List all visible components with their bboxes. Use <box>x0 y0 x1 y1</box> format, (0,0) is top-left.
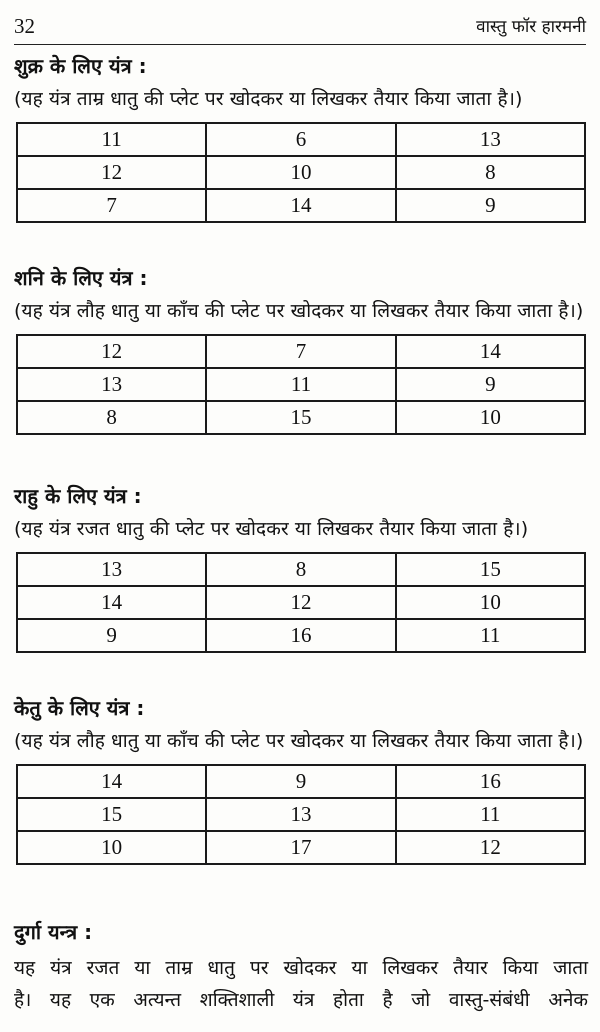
grid-cell: 9 <box>17 619 206 652</box>
grid-cell: 14 <box>17 586 206 619</box>
grid-row <box>17 553 585 586</box>
grid-row <box>17 368 585 401</box>
grid-row <box>17 123 585 156</box>
section-heading: शुक्र के लिए यंत्र : <box>14 54 147 78</box>
section-heading: दुर्गा यन्त्र : <box>14 920 93 944</box>
yantra-grid <box>16 122 586 223</box>
grid-cell: 11 <box>17 123 206 156</box>
page-header <box>14 14 586 42</box>
grid-row <box>17 335 585 368</box>
grid-cell: 17 <box>206 831 395 864</box>
grid-cell: 16 <box>396 765 585 798</box>
grid-cell: 12 <box>206 586 395 619</box>
grid-cell: 13 <box>17 553 206 586</box>
running-title: वास्तु फॉर हारमनी <box>476 17 586 37</box>
grid-row <box>17 798 585 831</box>
grid-row <box>17 401 585 434</box>
section-ketu-yantra <box>14 694 588 865</box>
section-note: (यह यंत्र रजत धातु की प्लेट पर खोदकर या लिखकर तैयार किया जाता है।) <box>14 518 529 540</box>
grid-cell: 10 <box>396 401 585 434</box>
yantra-grid <box>16 552 586 653</box>
grid-cell: 8 <box>396 156 585 189</box>
grid-cell: 13 <box>17 368 206 401</box>
grid-cell: 10 <box>206 156 395 189</box>
grid-row <box>17 619 585 652</box>
section-rahu-yantra <box>14 482 588 653</box>
grid-cell: 13 <box>396 123 585 156</box>
section-heading: शनि के लिए यंत्र : <box>14 266 148 290</box>
grid-cell: 15 <box>396 553 585 586</box>
grid-cell: 7 <box>206 335 395 368</box>
page-number: 32 <box>14 14 35 38</box>
body-line: है। यह एक अत्यन्त शक्तिशाली यंत्र होता है जो वास्तु-संबंधी अनेक <box>14 989 588 1011</box>
grid-cell: 10 <box>17 831 206 864</box>
body-line: यह यंत्र रजत या ताम्र धातु पर खोदकर या लिखकर तैयार किया जाता <box>14 957 588 979</box>
section-note: (यह यंत्र लौह धातु या काँच की प्लेट पर खोदकर या लिखकर तैयार किया जाता है।) <box>14 730 584 752</box>
grid-cell: 12 <box>396 831 585 864</box>
section-durga-yantra <box>14 918 588 1016</box>
section-note: (यह यंत्र ताम्र धातु की प्लेट पर खोदकर या लिखकर तैयार किया जाता है।) <box>14 88 523 110</box>
yantra-grid <box>16 334 586 435</box>
grid-cell: 14 <box>17 765 206 798</box>
grid-cell: 8 <box>206 553 395 586</box>
grid-cell: 9 <box>206 765 395 798</box>
grid-cell: 11 <box>396 798 585 831</box>
grid-cell: 9 <box>396 368 585 401</box>
grid-cell: 12 <box>17 156 206 189</box>
grid-cell: 15 <box>206 401 395 434</box>
grid-cell: 11 <box>396 619 585 652</box>
grid-row <box>17 831 585 864</box>
section-shani-yantra <box>14 264 588 435</box>
grid-cell: 10 <box>396 586 585 619</box>
section-heading: राहु के लिए यंत्र : <box>14 484 142 508</box>
grid-cell: 6 <box>206 123 395 156</box>
header-divider <box>14 44 586 45</box>
yantra-grid <box>16 764 586 865</box>
section-shukra-yantra <box>14 52 588 223</box>
grid-cell: 14 <box>396 335 585 368</box>
grid-cell: 16 <box>206 619 395 652</box>
grid-cell: 13 <box>206 798 395 831</box>
grid-cell: 7 <box>17 189 206 222</box>
grid-row <box>17 765 585 798</box>
grid-cell: 15 <box>17 798 206 831</box>
grid-cell: 11 <box>206 368 395 401</box>
grid-cell: 8 <box>17 401 206 434</box>
section-note: (यह यंत्र लौह धातु या काँच की प्लेट पर खोदकर या लिखकर तैयार किया जाता है।) <box>14 300 584 322</box>
grid-cell: 14 <box>206 189 395 222</box>
grid-row <box>17 189 585 222</box>
grid-cell: 9 <box>396 189 585 222</box>
grid-cell: 12 <box>17 335 206 368</box>
grid-row <box>17 156 585 189</box>
section-heading: केतु के लिए यंत्र : <box>14 696 145 720</box>
grid-row <box>17 586 585 619</box>
